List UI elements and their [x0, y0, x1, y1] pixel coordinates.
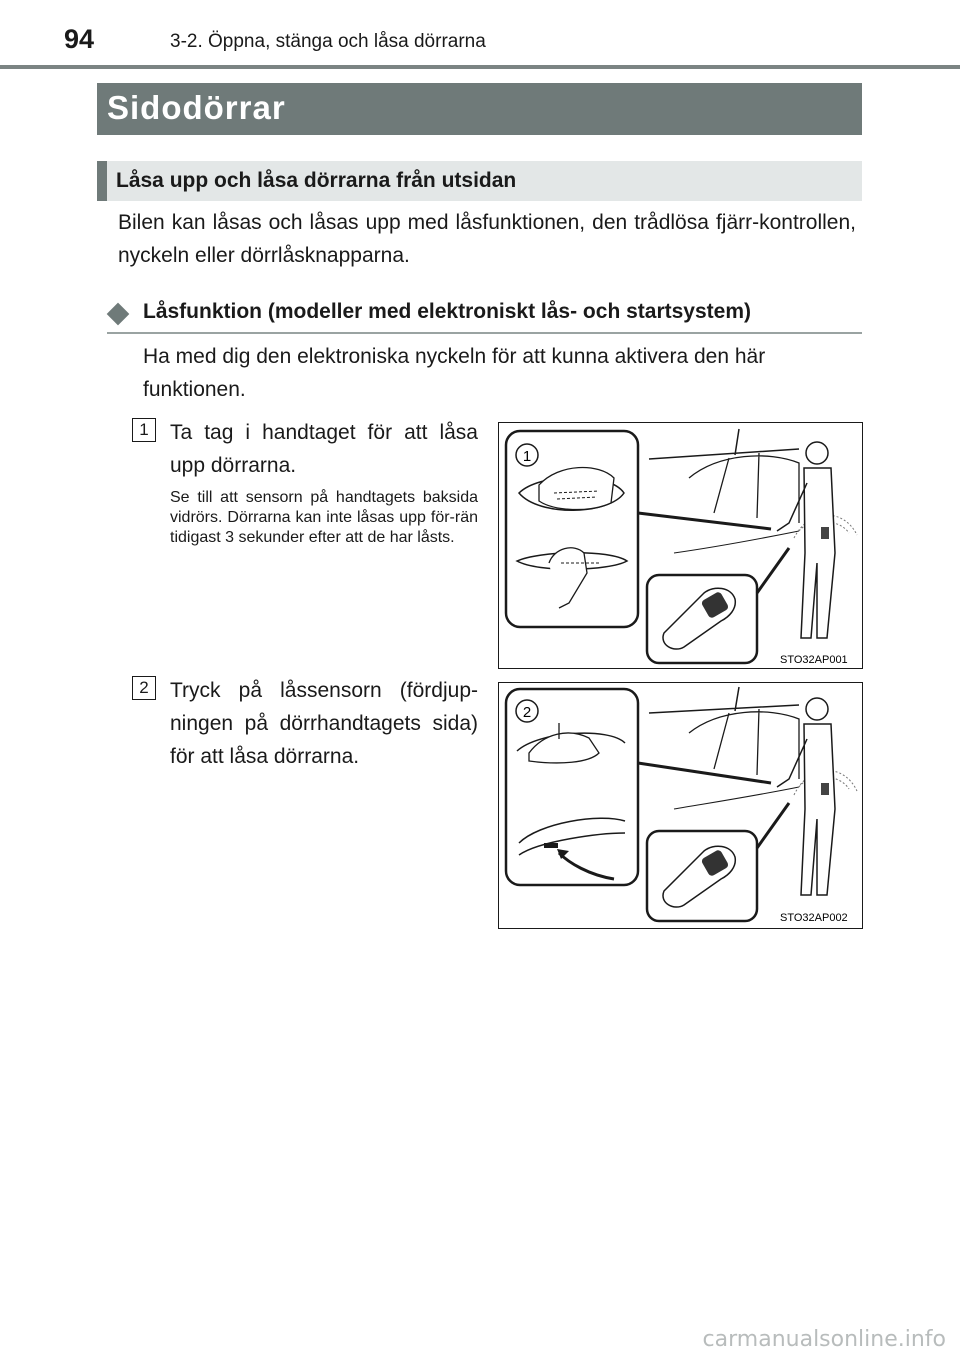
step-2-text: Tryck på låssensorn (fördjup-ningen på dörrhandtagets sida) för att låsa dörrarna.: [170, 679, 478, 768]
step-1-badge: 1: [132, 418, 156, 442]
figure-1-callout: 1: [522, 448, 532, 465]
section-banner: [97, 83, 862, 135]
subsection-accent: [97, 161, 107, 201]
diamond-bullet-icon: [107, 303, 130, 326]
step-2-badge: 2: [132, 676, 156, 700]
section-title: Sidodörrar: [107, 89, 286, 126]
figure-1: [498, 422, 863, 669]
intro-text: Bilen kan låsas och låsas upp med låsfunktionen, den trådlösa fjärr-kontrollen, nyckeln eller dörrlåsknapparna.: [118, 211, 856, 267]
step-1-text: Ta tag i handtaget för att låsa upp dörrarna.: [170, 421, 478, 477]
figure-1-illustration: [499, 423, 862, 668]
figure-2-callout: 2: [522, 704, 532, 721]
step-1-note: Se till att sensorn på handtagets baksida vidrörs. Dörrarna kan inte låsas upp för-rän tidigast 3 sekunder efter att de har låsts.: [170, 489, 478, 546]
watermark: carmanualsonline.info: [702, 1327, 946, 1352]
header-rule: [0, 65, 960, 69]
figure-1-code: STO32AP001: [780, 654, 848, 666]
feature-heading: Låsfunktion (modeller med elektroniskt lås- och startsystem): [143, 300, 751, 323]
subsection-title: Låsa upp och låsa dörrarna från utsidan: [116, 169, 517, 192]
feature-body: Ha med dig den elektroniska nyckeln för att kunna aktivera den här funktionen.: [143, 345, 766, 401]
subsection-bar: [97, 161, 862, 201]
figure-2-illustration: [499, 683, 862, 928]
page-number: 94: [64, 24, 95, 54]
figure-2: [498, 682, 863, 929]
figure-2-code: STO32AP002: [780, 912, 848, 924]
feature-rule: [107, 332, 862, 334]
running-head: 3-2. Öppna, stänga och låsa dörrarna: [170, 31, 486, 52]
